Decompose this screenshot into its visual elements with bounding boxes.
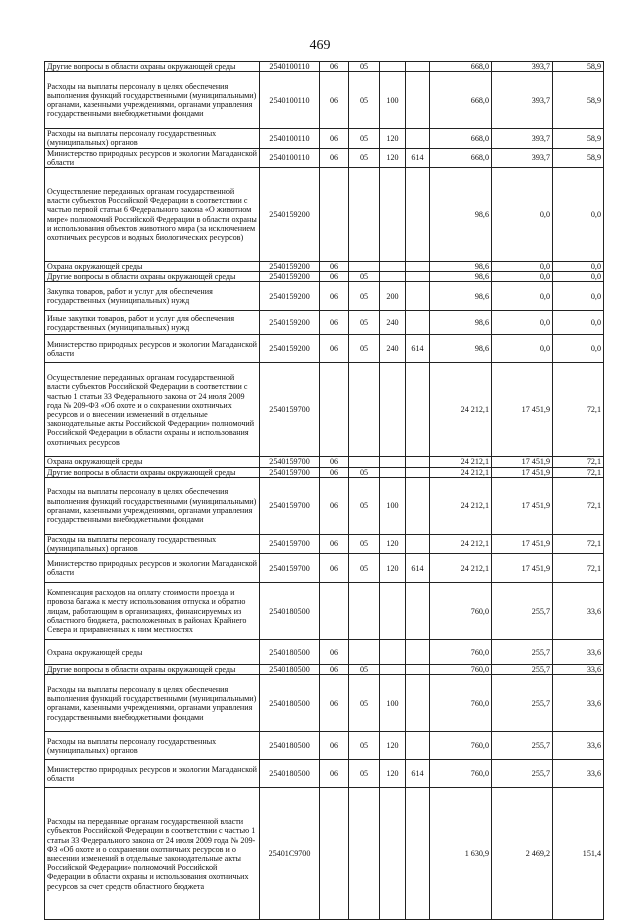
row-expense-type xyxy=(380,788,406,920)
row-code: 2540180500 xyxy=(260,760,320,788)
row-section: 06 xyxy=(320,148,349,167)
row-code: 2540159200 xyxy=(260,272,320,282)
row-code: 2540159700 xyxy=(260,457,320,467)
row-executed: 17 451,9 xyxy=(492,457,553,467)
row-section: 06 xyxy=(320,640,349,665)
row-executed: 2 469,2 xyxy=(492,788,553,920)
row-subsection: 05 xyxy=(349,272,380,282)
row-name: Закупка товаров, работ и услуг для обеспечения государственных (муниципальных) нужд xyxy=(45,282,260,311)
row-approved: 98,6 xyxy=(430,282,492,311)
table-row xyxy=(45,457,604,467)
row-executed: 255,7 xyxy=(492,675,553,732)
row-approved: 24 212,1 xyxy=(430,363,492,457)
row-percent: 72,1 xyxy=(553,554,604,583)
row-subsection: 05 xyxy=(349,534,380,553)
table-row xyxy=(45,148,604,167)
row-expense-type: 100 xyxy=(380,72,406,129)
row-percent: 33,6 xyxy=(553,760,604,788)
row-approved: 24 212,1 xyxy=(430,554,492,583)
row-code: 2540180500 xyxy=(260,675,320,732)
row-executed: 255,7 xyxy=(492,583,553,640)
row-approved: 98,6 xyxy=(430,168,492,262)
row-percent: 0,0 xyxy=(553,282,604,311)
row-percent: 58,9 xyxy=(553,129,604,148)
row-executed: 255,7 xyxy=(492,732,553,760)
row-executed: 17 451,9 xyxy=(492,554,553,583)
row-percent: 33,6 xyxy=(553,675,604,732)
row-executed: 255,7 xyxy=(492,665,553,675)
row-percent: 72,1 xyxy=(553,457,604,467)
table-row xyxy=(45,760,604,788)
row-department xyxy=(406,62,430,72)
row-name: Осуществление переданных органам государственной власти субъектов Российской Федерации в соответствии с частью первой статьи 6 Федерального закона «О животном мире» полномочий Российской Федерации в области охраны и использования объектов животного мира (за исключением охотничьих ресурсов и водных биологических ресурсов) xyxy=(45,168,260,262)
row-percent: 33,6 xyxy=(553,583,604,640)
row-approved: 760,0 xyxy=(430,583,492,640)
table-row xyxy=(45,534,604,553)
row-department xyxy=(406,467,430,477)
row-code: 2540159200 xyxy=(260,311,320,335)
row-department xyxy=(406,534,430,553)
row-code: 2540100110 xyxy=(260,129,320,148)
row-subsection: 05 xyxy=(349,467,380,477)
row-name: Расходы на выплаты персоналу в целях обеспечения выполнения функций государственными (муниципальными) органами, казенными учреждениями, органами управления государственными внебюджетными фондами xyxy=(45,72,260,129)
row-section: 06 xyxy=(320,675,349,732)
row-department xyxy=(406,457,430,467)
table-row xyxy=(45,675,604,732)
table-row xyxy=(45,363,604,457)
page-number: 469 xyxy=(309,38,331,53)
row-percent: 58,9 xyxy=(553,148,604,167)
row-department: 614 xyxy=(406,554,430,583)
row-code: 2540159700 xyxy=(260,534,320,553)
row-executed: 393,7 xyxy=(492,62,553,72)
row-expense-type: 120 xyxy=(380,534,406,553)
row-percent: 58,9 xyxy=(553,72,604,129)
row-approved: 98,6 xyxy=(430,335,492,363)
row-department xyxy=(406,129,430,148)
row-executed: 0,0 xyxy=(492,335,553,363)
row-section: 06 xyxy=(320,335,349,363)
row-department xyxy=(406,732,430,760)
row-department xyxy=(406,788,430,920)
row-name: Расходы на выплаты персоналу государственных (муниципальных) органов xyxy=(45,732,260,760)
row-department: 614 xyxy=(406,148,430,167)
row-percent: 33,6 xyxy=(553,640,604,665)
row-expense-type xyxy=(380,583,406,640)
row-approved: 1 630,9 xyxy=(430,788,492,920)
row-name: Другие вопросы в области охраны окружающей среды xyxy=(45,62,260,72)
row-percent: 72,1 xyxy=(553,534,604,553)
row-approved: 98,6 xyxy=(430,311,492,335)
row-code: 2540159700 xyxy=(260,467,320,477)
row-approved: 668,0 xyxy=(430,62,492,72)
row-expense-type xyxy=(380,467,406,477)
row-executed: 393,7 xyxy=(492,148,553,167)
row-code: 2540100110 xyxy=(260,62,320,72)
row-approved: 668,0 xyxy=(430,148,492,167)
table-row xyxy=(45,311,604,335)
table-row xyxy=(45,477,604,534)
table-row xyxy=(45,72,604,129)
row-section: 06 xyxy=(320,534,349,553)
row-subsection xyxy=(349,457,380,467)
row-subsection xyxy=(349,262,380,272)
row-percent: 0,0 xyxy=(553,262,604,272)
row-name: Охрана окружающей среды xyxy=(45,457,260,467)
row-executed: 0,0 xyxy=(492,311,553,335)
row-expense-type xyxy=(380,457,406,467)
row-department: 614 xyxy=(406,760,430,788)
row-section: 06 xyxy=(320,732,349,760)
row-executed: 17 451,9 xyxy=(492,534,553,553)
row-percent: 72,1 xyxy=(553,477,604,534)
row-approved: 760,0 xyxy=(430,732,492,760)
row-name: Иные закупки товаров, работ и услуг для обеспечения государственных (муниципальных) нужд xyxy=(45,311,260,335)
row-name: Охрана окружающей среды xyxy=(45,262,260,272)
row-name: Министерство природных ресурсов и экологии Магаданской области xyxy=(45,554,260,583)
table-row xyxy=(45,168,604,262)
row-approved: 668,0 xyxy=(430,129,492,148)
row-code: 2540100110 xyxy=(260,72,320,129)
row-subsection xyxy=(349,583,380,640)
table-body xyxy=(45,62,604,920)
row-section: 06 xyxy=(320,62,349,72)
row-expense-type: 120 xyxy=(380,732,406,760)
row-code: 2540159700 xyxy=(260,554,320,583)
table-row xyxy=(45,129,604,148)
row-subsection: 05 xyxy=(349,665,380,675)
row-name: Другие вопросы в области охраны окружающей среды xyxy=(45,467,260,477)
row-section: 06 xyxy=(320,554,349,583)
row-executed: 255,7 xyxy=(492,640,553,665)
table-row xyxy=(45,262,604,272)
row-subsection: 05 xyxy=(349,477,380,534)
row-code: 2540100110 xyxy=(260,148,320,167)
table-row xyxy=(45,640,604,665)
row-executed: 17 451,9 xyxy=(492,363,553,457)
row-approved: 98,6 xyxy=(430,272,492,282)
row-department xyxy=(406,168,430,262)
row-subsection: 05 xyxy=(349,129,380,148)
row-name: Расходы на выплаты персоналу государственных (муниципальных) органов xyxy=(45,129,260,148)
table-row xyxy=(45,62,604,72)
row-subsection: 05 xyxy=(349,554,380,583)
row-executed: 255,7 xyxy=(492,760,553,788)
row-name: Министерство природных ресурсов и экологии Магаданской области xyxy=(45,335,260,363)
row-expense-type: 100 xyxy=(380,675,406,732)
row-name: Министерство природных ресурсов и экологии Магаданской области xyxy=(45,760,260,788)
row-expense-type: 200 xyxy=(380,282,406,311)
row-percent: 58,9 xyxy=(553,62,604,72)
row-expense-type xyxy=(380,665,406,675)
table-row xyxy=(45,665,604,675)
row-subsection: 05 xyxy=(349,335,380,363)
row-name: Компенсация расходов на оплату стоимости проезда и провоза багажа к месту использования отпуска и обратно лицам, работающим в организациях, финансируемых из областного бюджета, расположенных в районах Крайнего Севера и приравненных к ним местностях xyxy=(45,583,260,640)
row-section: 06 xyxy=(320,665,349,675)
row-subsection: 05 xyxy=(349,732,380,760)
row-department xyxy=(406,363,430,457)
row-expense-type: 240 xyxy=(380,311,406,335)
row-section: 06 xyxy=(320,72,349,129)
row-section xyxy=(320,788,349,920)
row-department xyxy=(406,477,430,534)
row-section xyxy=(320,363,349,457)
row-percent: 33,6 xyxy=(553,732,604,760)
row-department xyxy=(406,72,430,129)
table-row xyxy=(45,788,604,920)
row-section: 06 xyxy=(320,457,349,467)
row-department xyxy=(406,583,430,640)
row-name: Другие вопросы в области охраны окружающей среды xyxy=(45,272,260,282)
table-row xyxy=(45,467,604,477)
row-executed: 393,7 xyxy=(492,72,553,129)
row-executed: 17 451,9 xyxy=(492,467,553,477)
row-section: 06 xyxy=(320,467,349,477)
row-percent: 0,0 xyxy=(553,311,604,335)
row-subsection xyxy=(349,640,380,665)
row-subsection: 05 xyxy=(349,311,380,335)
row-expense-type: 120 xyxy=(380,760,406,788)
row-name: Расходы на выплаты персоналу государственных (муниципальных) органов xyxy=(45,534,260,553)
row-executed: 17 451,9 xyxy=(492,477,553,534)
row-code: 2540159700 xyxy=(260,477,320,534)
row-department xyxy=(406,272,430,282)
row-expense-type: 240 xyxy=(380,335,406,363)
row-section: 06 xyxy=(320,477,349,534)
row-expense-type xyxy=(380,168,406,262)
row-expense-type xyxy=(380,272,406,282)
row-approved: 760,0 xyxy=(430,640,492,665)
row-percent: 0,0 xyxy=(553,168,604,262)
row-code: 2540180500 xyxy=(260,665,320,675)
row-subsection: 05 xyxy=(349,282,380,311)
row-subsection: 05 xyxy=(349,62,380,72)
row-subsection xyxy=(349,363,380,457)
row-expense-type xyxy=(380,62,406,72)
row-code: 2540180500 xyxy=(260,583,320,640)
row-section: 06 xyxy=(320,272,349,282)
row-code: 2540159200 xyxy=(260,168,320,262)
row-executed: 0,0 xyxy=(492,262,553,272)
row-expense-type: 100 xyxy=(380,477,406,534)
row-code: 25401С9700 xyxy=(260,788,320,920)
table-row xyxy=(45,583,604,640)
row-subsection: 05 xyxy=(349,760,380,788)
row-code: 2540159700 xyxy=(260,363,320,457)
table-row xyxy=(45,732,604,760)
row-section xyxy=(320,583,349,640)
row-section: 06 xyxy=(320,262,349,272)
row-expense-type xyxy=(380,640,406,665)
row-code: 2540159200 xyxy=(260,262,320,272)
row-subsection xyxy=(349,788,380,920)
table-row xyxy=(45,335,604,363)
row-name: Расходы на выплаты персоналу в целях обеспечения выполнения функций государственными (муниципальными) органами, казенными учреждениями, органами управления государственными внебюджетными фондами xyxy=(45,477,260,534)
row-percent: 151,4 xyxy=(553,788,604,920)
row-name: Расходы на выплаты персоналу в целях обеспечения выполнения функций государственными (муниципальными) органами, казенными учреждениями, органами управления государственными внебюджетными фондами xyxy=(45,675,260,732)
row-executed: 0,0 xyxy=(492,282,553,311)
row-percent: 0,0 xyxy=(553,272,604,282)
row-expense-type: 120 xyxy=(380,148,406,167)
row-department xyxy=(406,640,430,665)
row-approved: 24 212,1 xyxy=(430,457,492,467)
row-approved: 668,0 xyxy=(430,72,492,129)
row-subsection: 05 xyxy=(349,72,380,129)
row-code: 2540180500 xyxy=(260,640,320,665)
row-department xyxy=(406,675,430,732)
table-row xyxy=(45,554,604,583)
row-percent: 72,1 xyxy=(553,467,604,477)
row-approved: 24 212,1 xyxy=(430,534,492,553)
row-department xyxy=(406,262,430,272)
row-approved: 760,0 xyxy=(430,665,492,675)
row-approved: 24 212,1 xyxy=(430,477,492,534)
row-name: Другие вопросы в области охраны окружающей среды xyxy=(45,665,260,675)
row-section: 06 xyxy=(320,282,349,311)
row-approved: 760,0 xyxy=(430,760,492,788)
row-name: Расходы на переданные органам государственной власти субъектов Российской Федерации в соответствии с частью 1 статьи 33 Федерального закона от 24 июля 2009 года № 209-ФЗ «Об охоте и о сохранении охотничьих ресурсов и о внесении изменений в отдельные законодательные акты Российской Федерации» полномочий Российской Федерации в области охраны и использования охотничьих ресурсов за счет средств областного бюджета xyxy=(45,788,260,920)
row-name: Министерство природных ресурсов и экологии Магаданской области xyxy=(45,148,260,167)
row-subsection: 05 xyxy=(349,148,380,167)
row-executed: 0,0 xyxy=(492,168,553,262)
row-department xyxy=(406,282,430,311)
row-expense-type: 120 xyxy=(380,554,406,583)
row-section: 06 xyxy=(320,129,349,148)
row-code: 2540159200 xyxy=(260,282,320,311)
row-approved: 24 212,1 xyxy=(430,467,492,477)
row-subsection: 05 xyxy=(349,675,380,732)
row-code: 2540159200 xyxy=(260,335,320,363)
row-section: 06 xyxy=(320,311,349,335)
row-name: Охрана окружающей среды xyxy=(45,640,260,665)
row-section: 06 xyxy=(320,760,349,788)
row-department xyxy=(406,311,430,335)
row-percent: 72,1 xyxy=(553,363,604,457)
table-row xyxy=(45,282,604,311)
row-executed: 393,7 xyxy=(492,129,553,148)
budget-table xyxy=(44,61,604,920)
row-department xyxy=(406,665,430,675)
row-subsection xyxy=(349,168,380,262)
row-code: 2540180500 xyxy=(260,732,320,760)
row-approved: 98,6 xyxy=(430,262,492,272)
row-expense-type xyxy=(380,262,406,272)
row-name: Осуществление переданных органам государственной власти субъектов Российской Федерации в соответствии с частью 1 статьи 33 Федерального закона от 24 июля 2009 года № 209-ФЗ «Об охоте и о сохранении охотничьих ресурсов и о внесении изменений в отдельные законодательные акты Российской Федерации» полномочий Российской Федерации в области охраны и использования охотничьих ресурсов xyxy=(45,363,260,457)
row-department: 614 xyxy=(406,335,430,363)
row-percent: 33,6 xyxy=(553,665,604,675)
row-section xyxy=(320,168,349,262)
row-percent: 0,0 xyxy=(553,335,604,363)
row-executed: 0,0 xyxy=(492,272,553,282)
row-expense-type: 120 xyxy=(380,129,406,148)
row-approved: 760,0 xyxy=(430,675,492,732)
row-expense-type xyxy=(380,363,406,457)
table-row xyxy=(45,272,604,282)
